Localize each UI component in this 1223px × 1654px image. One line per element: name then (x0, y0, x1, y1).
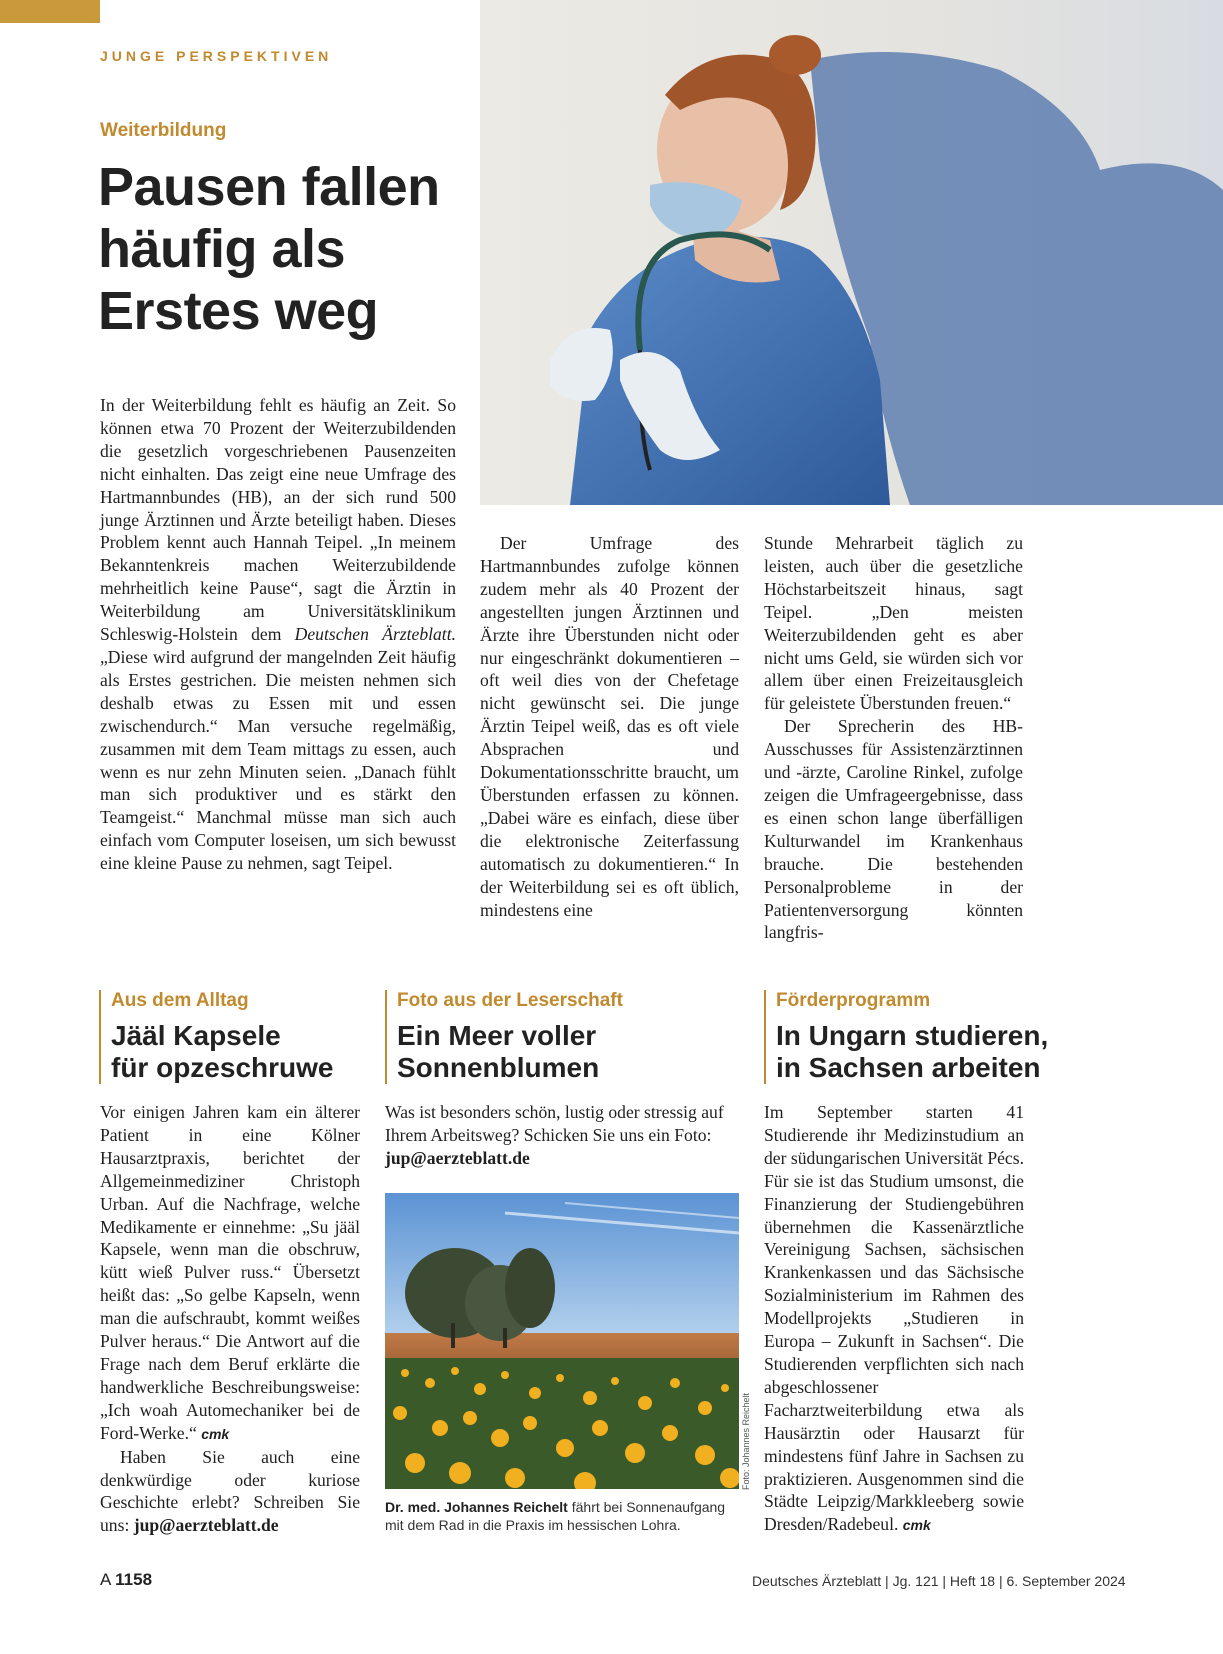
box-text-foto (385, 1101, 740, 1170)
box-title (397, 1020, 717, 1084)
photo-caption (385, 1498, 745, 1534)
box-header-alltag (99, 990, 381, 1084)
article-text: „Diese wird aufgrund der mangelnden Zeit häufig als Erstes gestrichen. Die meisten nehmen sich deshalb etwas zu Essen mit und essen zwischendurch.“ Man versuche regelmäßig, zusammen mit dem Team mittags zu essen, auch wenn es nur zehn Minuten seien. „Danach fühlt man sich produktiver und es stärkt den Teamgeist.“ Manchmal müsse man sich auch einfach vom Computer loseisen, um sich bewusst eine kleine Pause zu nehmen, sagt Teipel. (100, 646, 456, 874)
box-title-line: für opzeschruwe (111, 1052, 334, 1083)
journal-info: Deutsches Ärzteblatt | Jg. 121 | Heft 18 | 6. September 2024 (752, 1573, 1126, 1589)
box-header-foerderprogramm (764, 990, 1076, 1084)
box-text-foerderprogramm (764, 1101, 1024, 1537)
publication-name: Deutschen Ärzteblatt. (294, 624, 456, 645)
caption-text: fährt bei Sonnenaufgang mit dem Rad in die Praxis im hessischen Lohra. (385, 1499, 726, 1533)
caption-name: Dr. med. Johannes Reichelt (385, 1499, 568, 1515)
email-link[interactable]: jup@aerzteblatt.de (385, 1147, 530, 1168)
article-kicker: Weiterbildung (100, 120, 227, 141)
headline-line: Erstes weg (98, 281, 379, 341)
article-text: In der Weiterbildung fehlt es häufig an Zeit. So können etwa 70 Prozent der Weiterzubildenden die gesetzlich vorgeschriebenen Pausenzeiten nicht einhalten. Das zeigt eine neue Umfrage des Hartmannbundes (HB), an der sich rund 500 junge Ärztinnen und Ärzte beteiligt haben. Dieses Problem kennt auch Hannah Teipel. „In meinem Bekanntenkreis machen Weiterzubildende mehrheitlich keine Pause“, sagt die Ärztin in Weiterbildung am Universitätsklinikum Schleswig-Holstein dem (100, 395, 456, 645)
article-column-1 (100, 394, 456, 875)
section-label: JUNGE PERSPEKTIVEN (100, 48, 333, 64)
box-title-line: In Ungarn studieren, (776, 1020, 1049, 1051)
sunflower-photo (385, 1193, 739, 1489)
page-prefix: A (100, 1570, 111, 1589)
page-number-value: 1158 (115, 1570, 153, 1589)
box-kicker: Förderprogramm (776, 990, 931, 1011)
article-column-2 (480, 532, 739, 921)
box-text-alltag (100, 1101, 360, 1537)
article-column-3 (764, 532, 1023, 944)
box-kicker: Foto aus der Leserschaft (397, 990, 623, 1011)
box-kicker: Aus dem Alltag (111, 990, 249, 1011)
doctor-photo (480, 0, 1223, 505)
article-paragraph: Der Sprecherin des HB-Ausschusses für Assistenzärztinnen und -ärzte, Caroline Rinkel, zufolge zeigen die Umfrageergebnisse, dass es einen schon lange überfälligen Kulturwandel im Krankenhaus brauche. Die bestehenden Personalprobleme in der Patientenversorgung könnten langfris- (764, 716, 1023, 943)
box-paragraph: Im September starten 41 Studierende ihr Medizinstudium an der südungarischen Universität Pécs. Für sie ist das Studium umsonst, die Finanzierung der Studiengebühren übernehmen die Kassenärztliche Vereinigung Sachsen, sächsischen Krankenkassen und das Sächsische Sozialministerium im Rahmen des Modellprojekts „Studieren in Europa – Zukunft in Sachsen“. Die Studierenden verpflichten sich nach abgeschlossener Facharztweiterbildung etwa als Hausärztin oder Hausarzt für mindestens fünf Jahre in Sachsen zu praktizieren. Ausgenommen sind die Städte Leipzig/Markkleeberg sowie Dresden/Radebeul. (764, 1102, 1024, 1535)
headline-line: Pausen fallen (98, 157, 440, 217)
box-paragraph: Vor einigen Jahren kam ein älterer Patient in eine Kölner Hausarztpraxis, berichtet der Allgemeinmediziner Christoph Urban. Auf die Nachfrage, welche Medikamente er einnehme: „Su jääl Kapsele, wenn man die obschruw, kütt wieß Pulver russ.“ Übersetzt heißt das: „So gelbe Kapseln, wenn man die aufschraubt, kommt weißes Pulver heraus.“ Die Antwort auf die Frage nach dem Beruf erklärte die handwerkliche Beschreibungsweise: „Ich woah Automechaniker bei de Ford-Werke.“ (100, 1102, 360, 1443)
page-number (100, 1570, 152, 1590)
box-title-line: Jääl Kapsele (111, 1020, 281, 1051)
box-title-line: in Sachsen arbeiten (776, 1052, 1041, 1083)
author-signature: cmk (902, 1517, 931, 1534)
box-title-line: Ein Meer voller (397, 1020, 597, 1051)
article-headline (98, 156, 478, 342)
photo-credit: Foto: Johannes Reichelt (741, 1392, 751, 1490)
box-header-foto (385, 990, 717, 1084)
box-title-line: Sonnenblumen (397, 1052, 600, 1083)
box-paragraph: Haben Sie auch eine denkwürdige oder kuriose Geschichte erlebt? Schreiben Sie uns: (100, 1446, 360, 1536)
headline-line: häufig als (98, 219, 346, 279)
article-paragraph: Stunde Mehrarbeit täglich zu leisten, auch über die gesetzliche Höchstarbeitszeit hinaus, sagt Teipel. „Den meisten Weiterzubildenden geht es aber nicht ums Geld, sie würden sich vor allem über einen Freizeitausgleich für geleistete Überstunden freuen.“ (764, 533, 1023, 714)
email-link[interactable]: jup@aerzteblatt.de (133, 1515, 279, 1536)
section-color-tab (0, 0, 100, 23)
box-title (111, 1020, 381, 1084)
author-signature: cmk (201, 1425, 230, 1442)
box-title (776, 1020, 1076, 1084)
box-paragraph: Was ist besonders schön, lustig oder stressig auf Ihrem Arbeitsweg? Schicken Sie uns ein Foto: (385, 1102, 724, 1145)
article-paragraph: Der Umfrage des Hartmannbundes zufolge können zudem mehr als 40 Prozent der angestellten jungen Ärztinnen und Ärzte ihre Überstunden nicht oder nur eingeschränkt dokumentieren – oft weil dies von der Chefetage nicht gewünscht sei. Die junge Ärztin Teipel weiß, das es oft viele Absprachen und Dokumentationsschritte braucht, um Überstunden erfassen zu können. „Dabei wäre es einfach, diese über die elektronische Zeiterfassung automatisch zu dokumentieren.“ In der Weiterbildung sei es oft üblich, mindestens eine (480, 533, 739, 920)
